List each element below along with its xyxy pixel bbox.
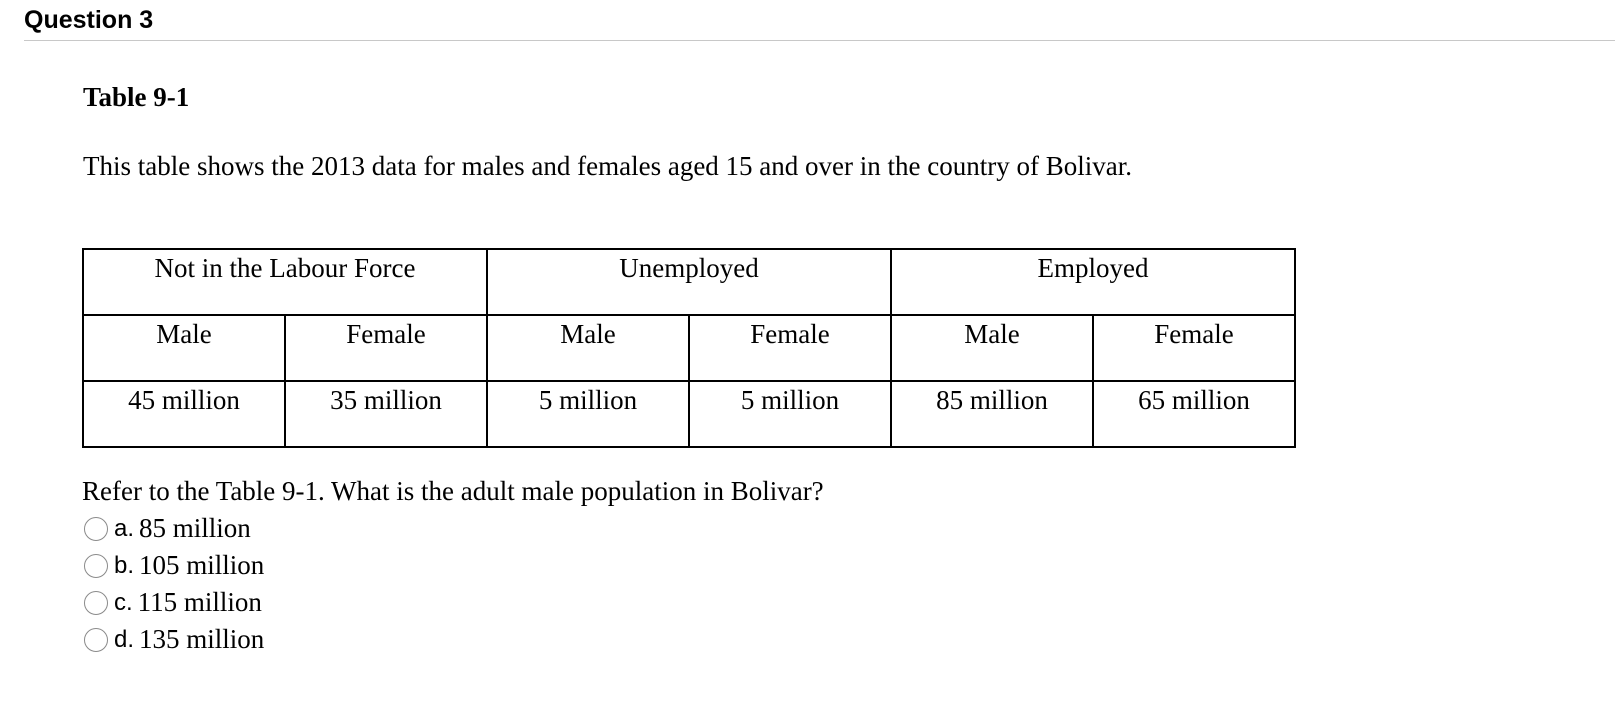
table-caption: Table 9-1 (83, 82, 190, 112)
subheader-cell: Male (891, 315, 1093, 381)
table-subheader-row (83, 315, 1295, 381)
option-text: 135 million (139, 624, 265, 654)
question-prompt: Refer to the Table 9-1. What is the adult male population in Bolivar? (82, 476, 824, 506)
table-description: This table shows the 2013 data for males and females aged 15 and over in the country of Bolivar. (83, 151, 1132, 181)
option-letter: a. (114, 514, 135, 542)
value-cell: 35 million (285, 381, 487, 447)
option-letter: d. (114, 625, 135, 653)
labour-force-table (82, 248, 1296, 448)
question-header: Question 3 (24, 6, 154, 34)
value-cell: 65 million (1093, 381, 1295, 447)
option-text: 85 million (139, 513, 251, 543)
option-text: 105 million (139, 550, 265, 580)
option-letter: b. (114, 551, 135, 579)
subheader-cell: Male (487, 315, 689, 381)
answer-options (84, 510, 264, 658)
group-header-not-in-labour-force: Not in the Labour Force (83, 249, 487, 315)
option-c[interactable] (84, 584, 264, 621)
value-cell: 5 million (689, 381, 891, 447)
table-group-row (83, 249, 1295, 315)
option-b[interactable] (84, 547, 264, 584)
value-cell: 5 million (487, 381, 689, 447)
radio-button-c[interactable] (84, 591, 108, 615)
value-cell: 85 million (891, 381, 1093, 447)
option-text: 115 million (137, 587, 262, 617)
subheader-cell: Female (1093, 315, 1295, 381)
value-cell: 45 million (83, 381, 285, 447)
table-value-row (83, 381, 1295, 447)
option-d[interactable] (84, 621, 264, 658)
option-a[interactable] (84, 510, 264, 547)
radio-button-b[interactable] (84, 554, 108, 578)
subheader-cell: Male (83, 315, 285, 381)
radio-button-d[interactable] (84, 628, 108, 652)
subheader-cell: Female (285, 315, 487, 381)
radio-button-a[interactable] (84, 517, 108, 541)
subheader-cell: Female (689, 315, 891, 381)
header-divider (24, 40, 1615, 41)
option-letter: c. (114, 588, 133, 616)
group-header-employed: Employed (891, 249, 1295, 315)
group-header-unemployed: Unemployed (487, 249, 891, 315)
